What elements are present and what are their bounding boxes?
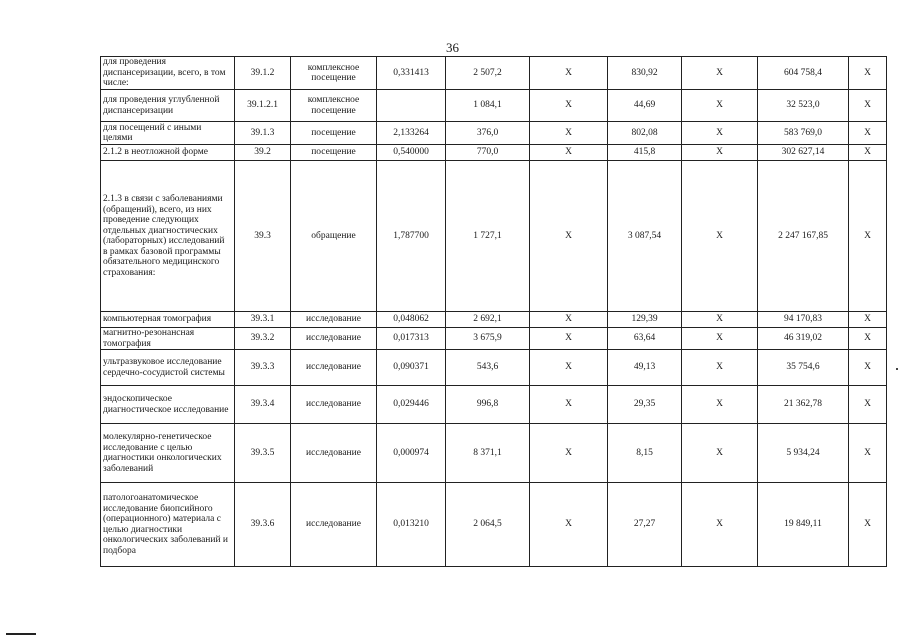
- table-cell: 0,000974: [377, 424, 446, 483]
- table-cell: X: [849, 328, 887, 350]
- table-cell: X: [849, 122, 887, 145]
- table-row: [101, 328, 887, 350]
- table-row: [101, 483, 887, 567]
- table-cell: 2.1.3 в связи с заболеваниями (обращений), всего, из них проведение следующих отдельных диагностических (лабораторных) исследований в рамках базовой программы обязательного медицинского страхования:: [101, 161, 235, 312]
- table-cell: 32 523,0: [758, 90, 849, 122]
- table-cell: X: [530, 90, 608, 122]
- table-cell: X: [682, 312, 758, 328]
- table-cell: 39.3: [235, 161, 291, 312]
- table-row: [101, 424, 887, 483]
- table-row: [101, 386, 887, 424]
- table-row: [101, 122, 887, 145]
- table-cell: 39.3.6: [235, 483, 291, 567]
- table-cell: молекулярно-генетическое исследование с целью диагностики онкологических заболеваний: [101, 424, 235, 483]
- table-cell: 0,017313: [377, 328, 446, 350]
- table-cell: 0,029446: [377, 386, 446, 424]
- table-cell: 0,090371: [377, 350, 446, 386]
- table-cell: [377, 90, 446, 122]
- table-cell: X: [530, 483, 608, 567]
- table-cell: X: [682, 386, 758, 424]
- table-cell: X: [530, 312, 608, 328]
- table-cell: 830,92: [608, 57, 682, 90]
- table-cell: X: [530, 145, 608, 161]
- table-cell: исследование: [291, 386, 377, 424]
- table-cell: 302 627,14: [758, 145, 849, 161]
- table-cell: X: [682, 90, 758, 122]
- table-cell: X: [682, 57, 758, 90]
- table-cell: 39.3.1: [235, 312, 291, 328]
- table-cell: 94 170,83: [758, 312, 849, 328]
- table-cell: 39.1.3: [235, 122, 291, 145]
- scan-dot: [896, 368, 898, 370]
- table-cell: обращение: [291, 161, 377, 312]
- table-cell: ультразвуковое исследование сердечно-сосудистой системы: [101, 350, 235, 386]
- table-cell: 1 727,1: [446, 161, 530, 312]
- table-cell: 0,331413: [377, 57, 446, 90]
- table-cell: X: [530, 122, 608, 145]
- table-cell: 129,39: [608, 312, 682, 328]
- table-cell: 2 507,2: [446, 57, 530, 90]
- table-row: [101, 161, 887, 312]
- table-cell: 543,6: [446, 350, 530, 386]
- table-cell: 27,27: [608, 483, 682, 567]
- table-cell: посещение: [291, 122, 377, 145]
- table-cell: X: [849, 57, 887, 90]
- table-cell: 604 758,4: [758, 57, 849, 90]
- table-cell: 802,08: [608, 122, 682, 145]
- table-cell: 35 754,6: [758, 350, 849, 386]
- table-cell: исследование: [291, 328, 377, 350]
- table-cell: 39.3.5: [235, 424, 291, 483]
- table-cell: X: [682, 145, 758, 161]
- table-cell: 49,13: [608, 350, 682, 386]
- table-cell: 44,69: [608, 90, 682, 122]
- table-cell: 2.1.2 в неотложной форме: [101, 145, 235, 161]
- table-cell: X: [530, 328, 608, 350]
- table-cell: X: [849, 145, 887, 161]
- table-cell: X: [682, 161, 758, 312]
- table-cell: 5 934,24: [758, 424, 849, 483]
- table-cell: исследование: [291, 424, 377, 483]
- table-cell: для посещений с иными целями: [101, 122, 235, 145]
- table-cell: 39.3.2: [235, 328, 291, 350]
- table-cell: X: [849, 483, 887, 567]
- table-cell: 2 692,1: [446, 312, 530, 328]
- table-cell: 63,64: [608, 328, 682, 350]
- table-cell: X: [682, 328, 758, 350]
- table-cell: 21 362,78: [758, 386, 849, 424]
- table-cell: 39.2: [235, 145, 291, 161]
- table-cell: X: [682, 483, 758, 567]
- table-cell: для проведения диспансеризации, всего, в том числе:: [101, 57, 235, 90]
- table-cell: X: [530, 350, 608, 386]
- table-cell: X: [849, 161, 887, 312]
- table-cell: 415,8: [608, 145, 682, 161]
- table-cell: 996,8: [446, 386, 530, 424]
- table-cell: эндоскопическое диагностическое исследование: [101, 386, 235, 424]
- table-cell: 2,133264: [377, 122, 446, 145]
- table-row: [101, 312, 887, 328]
- margin-mark: [6, 633, 36, 635]
- table-cell: 39.1.2.1: [235, 90, 291, 122]
- table-cell: для проведения углубленной диспансеризации: [101, 90, 235, 122]
- table-row: [101, 350, 887, 386]
- table-cell: посещение: [291, 145, 377, 161]
- table-cell: X: [849, 312, 887, 328]
- table-cell: X: [682, 122, 758, 145]
- table-cell: патологоанатомическое исследование биопсийного (операционного) материала с целью диагностики онкологических заболеваний и подбора: [101, 483, 235, 567]
- table-cell: X: [530, 386, 608, 424]
- table-cell: X: [530, 424, 608, 483]
- services-table: [100, 56, 887, 567]
- table-cell: 39.3.4: [235, 386, 291, 424]
- table-row: [101, 145, 887, 161]
- table-cell: компьютерная томография: [101, 312, 235, 328]
- table-cell: комплексное посещение: [291, 90, 377, 122]
- table-cell: 8,15: [608, 424, 682, 483]
- table-cell: 770,0: [446, 145, 530, 161]
- table-cell: 19 849,11: [758, 483, 849, 567]
- table-cell: X: [849, 386, 887, 424]
- table-cell: X: [849, 90, 887, 122]
- table-cell: 0,048062: [377, 312, 446, 328]
- table-row: [101, 90, 887, 122]
- table-cell: 583 769,0: [758, 122, 849, 145]
- table-cell: исследование: [291, 483, 377, 567]
- table-cell: 1,787700: [377, 161, 446, 312]
- table-cell: 39.1.2: [235, 57, 291, 90]
- table-cell: 39.3.3: [235, 350, 291, 386]
- table-cell: X: [849, 350, 887, 386]
- table-cell: 1 084,1: [446, 90, 530, 122]
- table-cell: 2 247 167,85: [758, 161, 849, 312]
- table-cell: X: [849, 424, 887, 483]
- table-cell: 46 319,02: [758, 328, 849, 350]
- table-cell: 3 087,54: [608, 161, 682, 312]
- table-cell: комплексное посещение: [291, 57, 377, 90]
- table-cell: X: [530, 161, 608, 312]
- table-cell: исследование: [291, 312, 377, 328]
- table-row: [101, 57, 887, 90]
- table-cell: X: [682, 424, 758, 483]
- table-cell: 0,540000: [377, 145, 446, 161]
- page-number: 36: [446, 40, 459, 55]
- table-cell: исследование: [291, 350, 377, 386]
- table-cell: 376,0: [446, 122, 530, 145]
- table-cell: 2 064,5: [446, 483, 530, 567]
- table-cell: магнитно-резонансная томография: [101, 328, 235, 350]
- table-cell: X: [530, 57, 608, 90]
- table-cell: X: [682, 350, 758, 386]
- table-cell: 8 371,1: [446, 424, 530, 483]
- table-cell: 0,013210: [377, 483, 446, 567]
- table-cell: 29,35: [608, 386, 682, 424]
- table-cell: 3 675,9: [446, 328, 530, 350]
